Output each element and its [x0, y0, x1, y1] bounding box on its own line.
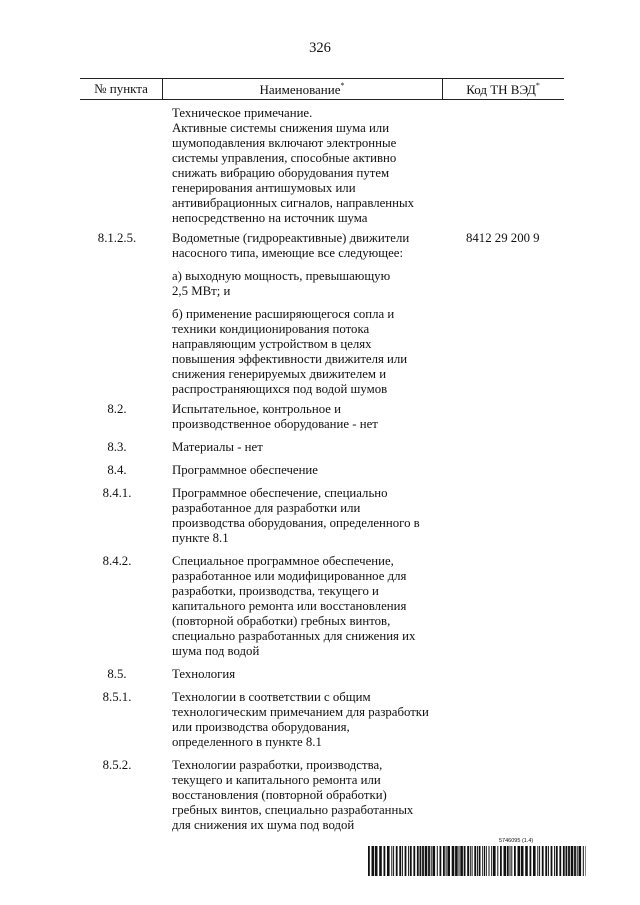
item-number: 8.4.	[107, 463, 127, 477]
barcode-bar	[428, 846, 430, 876]
table-body	[80, 106, 564, 841]
item-number: 8.5.2.	[102, 758, 132, 772]
barcode-bar	[467, 846, 469, 876]
barcode-bar	[530, 846, 532, 876]
table-row	[80, 667, 564, 682]
barcode-bar	[433, 846, 436, 876]
item-code: 8412 29 200 9	[466, 231, 540, 245]
barcode-bar	[402, 846, 403, 876]
item-name: Программное обеспечение, специально разработанное для разработки или производства оборудования, определенного в пункте 8.1	[172, 486, 420, 545]
item-name: Технология	[172, 667, 236, 681]
table-row	[80, 440, 564, 455]
item-name: Испытательное, контрольное и производственное оборудование - нет	[172, 402, 378, 431]
barcode-bar	[375, 846, 378, 876]
barcode-bar	[493, 846, 496, 876]
barcode-bar	[384, 846, 386, 876]
barcode-bar	[437, 846, 438, 876]
table-row	[80, 463, 564, 478]
barcode-bar	[514, 846, 516, 876]
item-name: Специальное программное обеспечение, разработанное или модифицированное для разработки, производства, текущего и капитального ремонта или восстановления (повторной обработки) гребных винтов, специально разработанных для снижения их шума под водой	[172, 554, 416, 658]
barcode-bar	[472, 846, 473, 876]
item-number: 8.1.2.5.	[97, 231, 137, 245]
barcode-bar	[497, 846, 498, 876]
barcode-bar	[460, 846, 463, 876]
header-name-footnote-mark: *	[340, 81, 345, 90]
barcode-bar	[413, 846, 415, 876]
header-name-label: Наименование	[259, 82, 341, 97]
item-number: 8.4.2.	[102, 554, 132, 568]
item-number: 8.4.1.	[102, 486, 132, 500]
barcode-bar	[484, 846, 485, 876]
item-number: 8.3.	[107, 440, 127, 454]
barcode-icon	[368, 846, 586, 876]
barcode-bar	[577, 846, 578, 876]
barcode-bar	[477, 846, 478, 876]
barcode-bar	[446, 846, 447, 876]
barcode-bar	[518, 846, 521, 876]
barcode-bar	[470, 846, 471, 876]
barcode-bar	[579, 846, 582, 876]
barcode-bar	[542, 846, 544, 876]
barcode-bar	[551, 846, 553, 876]
barcode-bar	[425, 846, 428, 876]
barcode-bar	[391, 846, 392, 876]
barcode-bar	[533, 846, 536, 876]
barcode-bar	[521, 846, 524, 876]
barcode-bar	[379, 846, 382, 876]
barcode-bar	[474, 846, 476, 876]
barcode-bar	[583, 846, 584, 876]
barcode-bar	[556, 846, 558, 876]
item-number: 8.2.	[107, 402, 127, 416]
header-name	[162, 81, 442, 98]
item-name: Материалы - нет	[172, 440, 263, 454]
barcode-bar	[491, 846, 492, 876]
barcode-bar	[548, 846, 549, 876]
barcode-bar	[399, 846, 401, 876]
barcode-bar	[525, 846, 528, 876]
item-name: Технологии разработки, производства, текущего и капитального ремонта или восстановления (повторной обработки) гребных винтов, специально разработанных для снижения их шума под водой	[172, 758, 414, 832]
barcode-bar	[422, 846, 424, 876]
barcode-bar	[566, 846, 568, 876]
table-header	[80, 78, 564, 100]
barcode-bar	[504, 846, 507, 876]
table-row	[80, 554, 564, 659]
barcode-bar	[554, 846, 555, 876]
page-number: 326	[309, 40, 331, 56]
item-name: б) применение расширяющегося сопла и техники кондиционирования потока направляющим устройством в целях повышения эффективности движителя или снижения генерируемых движителем и распространяющихся под водой шумов	[172, 307, 408, 396]
header-item-number: № пункта	[94, 81, 148, 96]
header-code	[442, 81, 564, 98]
barcode-bar	[396, 846, 398, 876]
barcode-bar	[537, 846, 538, 876]
barcode-bar	[511, 846, 512, 876]
item-name: а) выходную мощность, превышающую 2,5 МВт; и	[172, 269, 391, 298]
table-row	[80, 758, 564, 833]
barcode-bar	[507, 846, 509, 876]
table-row	[80, 690, 564, 750]
barcode-bar	[510, 846, 511, 876]
barcode-bar	[372, 846, 375, 876]
table-row	[80, 231, 564, 261]
barcode-label: 5746095 (1.4)	[499, 838, 534, 844]
barcode-bar	[452, 846, 455, 876]
barcode-bar	[440, 846, 442, 876]
barcode-bar	[455, 846, 458, 876]
barcode-bar	[571, 846, 574, 876]
barcode-bar	[464, 846, 466, 876]
barcode-bar	[459, 846, 460, 876]
barcode-bar	[486, 846, 487, 876]
item-number: 8.5.1.	[102, 690, 132, 704]
barcode-bar	[574, 846, 576, 876]
table-row	[80, 106, 564, 226]
barcode-bar	[559, 846, 561, 876]
table-row	[80, 402, 564, 432]
barcode-bar	[393, 846, 394, 876]
item-number: 8.5.	[107, 667, 127, 681]
barcode-bar	[410, 846, 412, 876]
item-name: Технологии в соответствии с общим технологическим примечанием для разработки или производства оборудования, определенного в пункте 8.1	[172, 690, 429, 749]
table-row	[80, 307, 564, 397]
barcode-bar	[408, 846, 409, 876]
barcode-bar	[563, 846, 565, 876]
barcode-bar	[545, 846, 547, 876]
barcode-bar	[482, 846, 483, 876]
table-row	[80, 486, 564, 546]
item-name: Техническое примечание. Активные системы снижения шума или шумоподавления включают электронные системы управления, способные активно снижать вибрацию оборудования путем генерирования антишумовых или антивибрационных сигналов, направленных непосредственно на источник шума	[172, 106, 414, 225]
barcode-bar	[420, 846, 422, 876]
barcode-bar	[479, 846, 481, 876]
header-code-label: Код ТН ВЭД	[466, 82, 536, 97]
barcode-bar	[447, 846, 450, 876]
barcode-bar	[405, 846, 407, 876]
barcode-bar	[431, 846, 432, 876]
header-code-footnote-mark: *	[535, 81, 540, 90]
item-name: Водометные (гидрореактивные) движители насосного типа, имеющие все следующее:	[172, 231, 410, 260]
table-row	[80, 269, 564, 299]
barcode-bar	[539, 846, 540, 876]
barcode-bar	[417, 846, 419, 876]
barcode-bar	[568, 846, 570, 876]
item-name: Программное обеспечение	[172, 463, 318, 477]
barcode-bar	[368, 846, 370, 876]
barcode-bar	[443, 846, 445, 876]
barcode-bar	[489, 846, 490, 876]
barcode-bar	[387, 846, 390, 876]
barcode-bar	[500, 846, 502, 876]
barcode-bar	[586, 846, 587, 876]
